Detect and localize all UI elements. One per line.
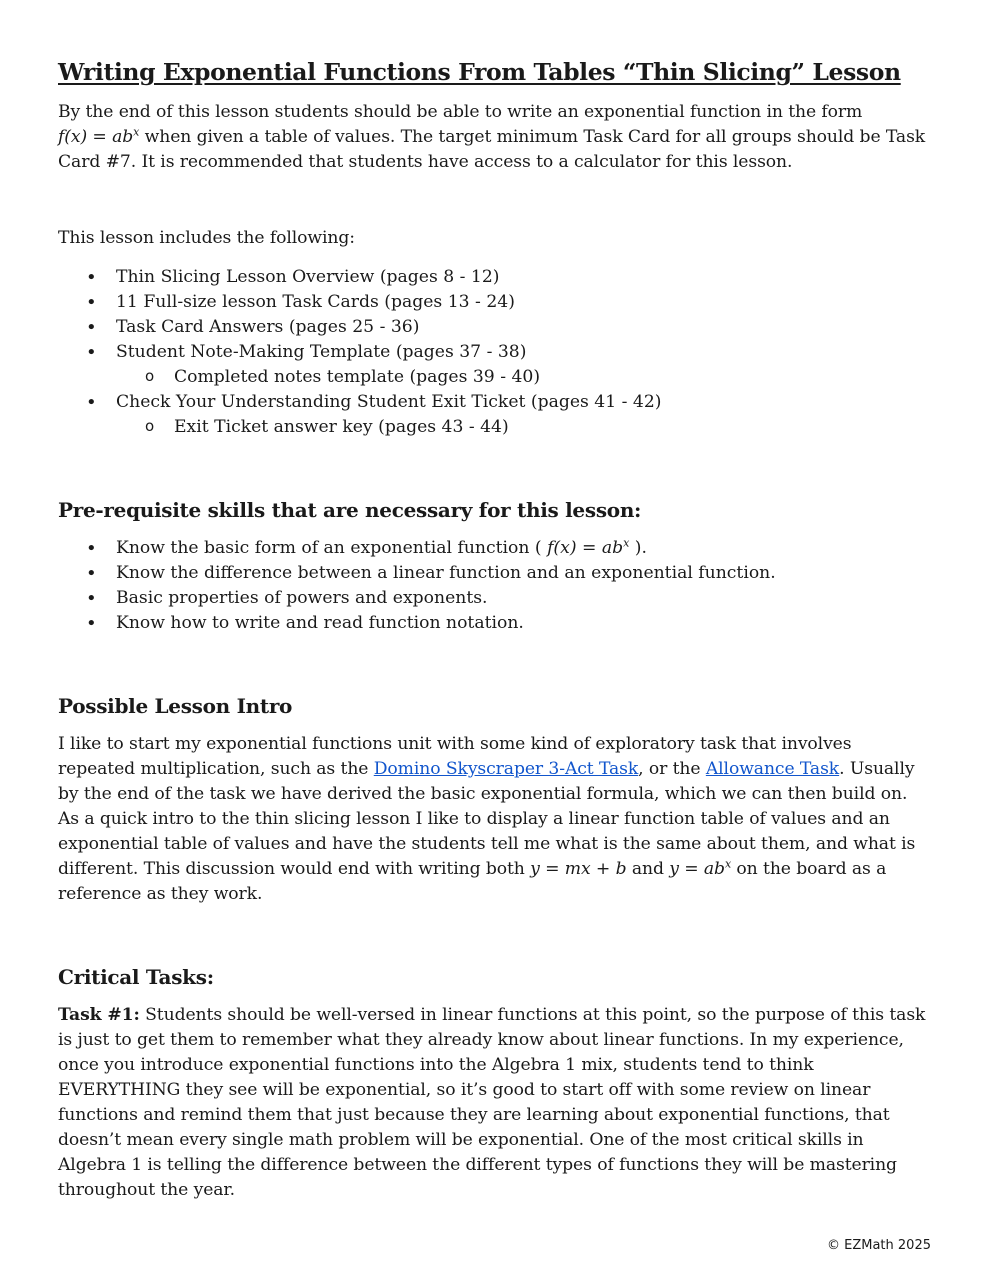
domino-skyscraper-link[interactable]: Domino Skyscraper 3-Act Task	[373, 759, 639, 779]
sub-list	[116, 365, 933, 390]
lesson-intro-heading: Possible Lesson Intro	[58, 694, 293, 718]
list-item: • Basic properties of powers and exponents.	[58, 586, 933, 611]
task-1-paragraph: Task #1: Students should be well-versed in linear functions at this point, so the purpose of this task is just to get them to remember what they already know about linear functions. In my experience, once you introduce exponential functions into the Algebra 1 mix, students tend to think EVERYTHING they see will be exponential, so it’s good to start off with some review on linear functions and remind them that just because they are learning about exponential functions, that doesn’t mean every single math problem will be exponential. One of the most critical skills in Algebra 1 is telling the difference between the different types of functions they will be mastering throughout the year.	[58, 1005, 926, 1200]
lesson-intro-paragraph: I like to start my exponential functions unit with some kind of exploratory task that involves repeated multiplication, such as the Domino Skyscraper 3-Act Task, or the Allowance Task. Usually by the end of the task we have derived the basic exponential formula, which we can then build on. As a quick intro to the thin slicing lesson I like to display a linear function table of values and an exponential table of values and have the students tell me what is the same about them, and what is different. This discussion would end with writing both y = mx + b and $y = ab^x$ on the board as a reference as they work.	[58, 734, 916, 904]
list-item: • Thin Slicing Lesson Overview (pages 8 - 12)	[58, 265, 933, 290]
list-item: • Student Note-Making Template (pages 37 - 38) o Completed notes template (pages 39 - 40)	[58, 340, 933, 390]
copyright-footer: © EZMath 2025	[827, 1238, 931, 1253]
includes-heading: This lesson includes the following:	[58, 228, 355, 248]
formula: y = mx + b	[530, 859, 627, 879]
formula: $f(x) = ab^x$	[58, 125, 140, 147]
list-item: • 11 Full-size lesson Task Cards (pages 13 - 24)	[58, 290, 933, 315]
sub-list	[116, 415, 933, 440]
list-item: • Know the difference between a linear function and an exponential function.	[58, 561, 933, 586]
list-item: • Check Your Understanding Student Exit Ticket (pages 41 - 42) o Exit Ticket answer key (pages 43 - 44)	[58, 390, 933, 440]
document-page	[58, 58, 933, 1203]
intro-paragraph: By the end of this lesson students should be able to write an exponential function in the form $f(x) = ab^x$ when given a table of values. The target minimum Task Card for all groups should be Task Card #7. It is recommended that students have access to a calculator for this lesson.	[58, 102, 926, 172]
allowance-task-link[interactable]: Allowance Task	[705, 759, 840, 779]
prereq-heading: Pre-requisite skills that are necessary for this lesson:	[58, 498, 642, 522]
list-item: o Completed notes template (pages 39 - 40)	[58, 365, 933, 390]
list-item: o Exit Ticket answer key (pages 43 - 44)	[58, 415, 933, 440]
critical-tasks-heading: Critical Tasks:	[58, 965, 214, 989]
prereq-list	[58, 536, 933, 636]
includes-list	[58, 265, 933, 440]
list-item: • Task Card Answers (pages 25 - 36)	[58, 315, 933, 340]
list-item: • Know how to write and read function notation.	[58, 611, 933, 636]
task-label: Task #1:	[58, 1005, 140, 1025]
formula: $f(x) = ab^x$	[547, 536, 630, 558]
page-title: Writing Exponential Functions From Tables “Thin Slicing” Lesson	[58, 58, 901, 86]
formula: $y = ab^x$	[669, 857, 732, 879]
list-item: • Know the basic form of an exponential function ( $f(x) = ab^x$ ).	[58, 536, 933, 561]
